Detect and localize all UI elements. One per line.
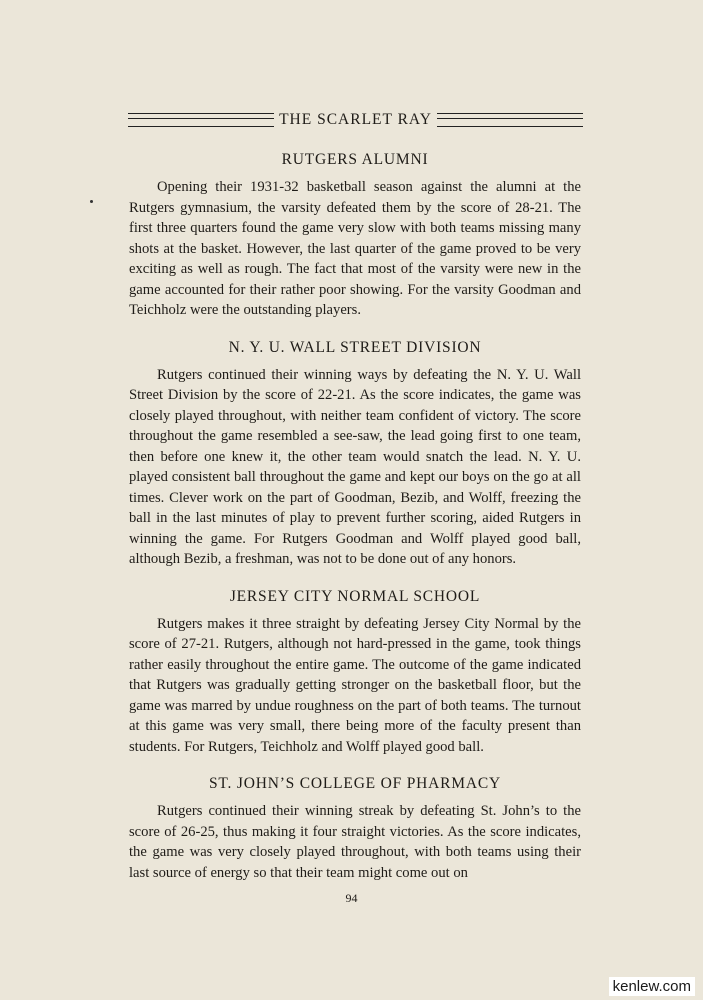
section-heading-st-johns: ST. JOHN’S COLLEGE OF PHARMACY bbox=[209, 775, 501, 792]
ink-speck bbox=[90, 200, 93, 203]
watermark: kenlew.com bbox=[609, 977, 695, 996]
page-number: 94 bbox=[345, 891, 358, 905]
section-body-rutgers-alumni: Opening their 1931-32 basketball season against the alumni at the Rutgers gymnasium, the varsity defeated them by the score of 28-21. The first three quarters found the game very slow with both teams missing many shots at the basket. However, the last quarter of the game proved to be very exciting as well as rough. The fact that most of the varsity were new in the game accounted for their rather poor showing. For the varsity Goodman and Teichholz were the outstanding players. bbox=[129, 179, 581, 318]
section-body-nyu-wall-street: Rutgers continued their winning ways by defeating the N. Y. U. Wall Street Division by the score of 22-21. As the score indicates, the game was closely played throughout, with neither team confident of victory. The score throughout the game resembled a see-saw, the lead going first to one team, then before one knew it, the other team would snatch the lead. N. Y. U. played consistent ball throughout the game and kept our boys on the go at all times. Clever work on the part of Goodman, Bezib, and Wolff, freezing the ball in the last minutes of play to prevent further scoring, aided Rutgers in winning the game. For Rutgers Goodman and Wolff played good ball, although Bezib, a freshman, was not to be done out of any honors. bbox=[129, 366, 581, 567]
section-heading-nyu-wall-street: N. Y. U. WALL STREET DIVISION bbox=[228, 338, 482, 356]
header-rule-left bbox=[128, 113, 274, 127]
section-heading-jersey-city-normal: JERSEY CITY NORMAL SCHOOL bbox=[229, 587, 481, 605]
page-content bbox=[129, 147, 581, 897]
header-title: THE SCARLET RAY bbox=[279, 111, 432, 128]
section-body-jersey-city-normal: Rutgers makes it three straight by defeating Jersey City Normal by the score of 27-21. Rutgers, although not hard-pressed in the game, took things rather easily throughout the entire game. The outcome of the game indicated that Rutgers was gradually getting stronger on the basketball floor, but the game was marred by undue roughness on the part of both teams. The turnout at this game was very small, there being more of the faculty present than students. For Rutgers, Teichholz and Wolff played good ball. bbox=[129, 615, 581, 755]
header-rule-right bbox=[437, 113, 583, 127]
section-body-st-johns: Rutgers continued their winning streak by defeating St. John’s to the score of 26-25, thus making it four straight victories. As the score indicates, the game was very closely played throughout, with both teams using their last source of energy so that their team might come out on bbox=[129, 803, 581, 881]
section-heading-rutgers-alumni: RUTGERS ALUMNI bbox=[281, 151, 429, 168]
page-header bbox=[128, 107, 583, 133]
